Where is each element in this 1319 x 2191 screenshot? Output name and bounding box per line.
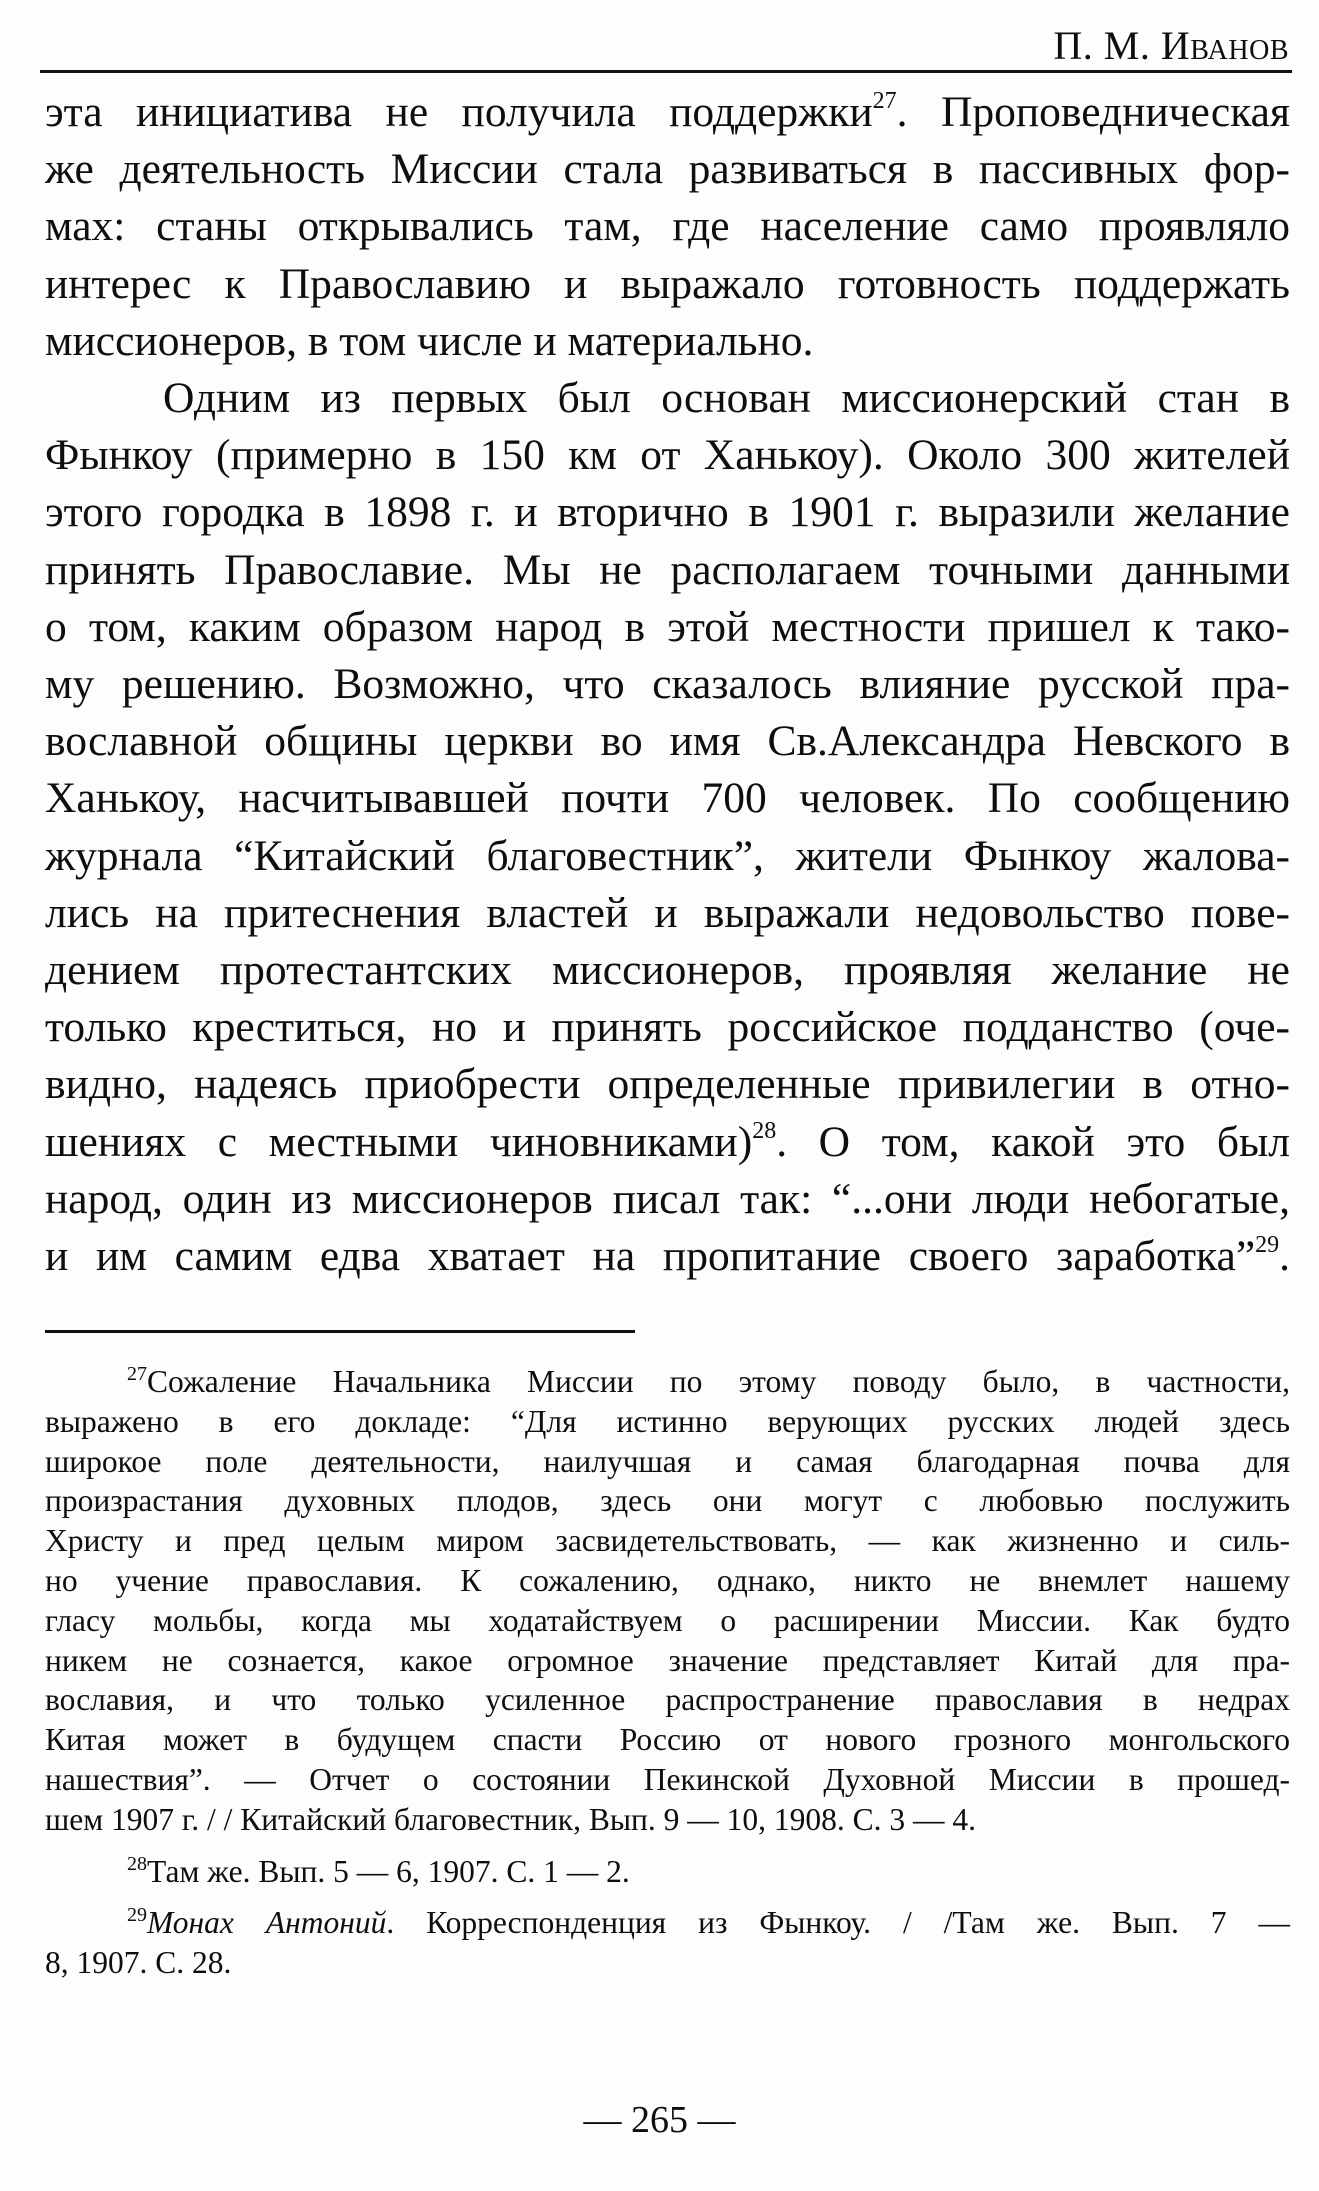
footnote-28 (45, 1852, 1290, 1892)
footnote-line: широкое поле деятельности, наилучшая и самая благодарная почва для (45, 1443, 1290, 1479)
text-line: же деятельность Миссии стала развиваться в пассивных фор- (45, 145, 1290, 194)
text-line: Фынкоу (примерно в 150 км от Ханькоу). Около 300 жителей (45, 431, 1290, 480)
page-number: — 265 — (583, 2099, 736, 2141)
text-line: вославной общины церкви во имя Св.Александра Невского в (45, 717, 1290, 766)
text-line: миссионеров, в том числе и материально. (45, 316, 814, 365)
footnote-line (45, 1362, 1290, 1402)
footnote-line: 8, 1907. С. 28. (45, 1945, 232, 1981)
footnote-line: нашествия”. — Отчет о состоянии Пекинской Духовной Миссии в прошед- (45, 1761, 1290, 1797)
text-line: дением протестантских миссионеров, проявляя желание не (45, 946, 1290, 995)
footnote-line: выражено в его докладе: “Для истинно верующих русских людей здесь (45, 1403, 1290, 1439)
main-text (45, 84, 1290, 1285)
text-line: видно, надеясь приобрести определенные привилегии в отно- (45, 1060, 1290, 1109)
paragraph-2 (45, 370, 1290, 1285)
footnote-marker: 27 (127, 1363, 147, 1385)
text-span: Сожаление Начальника Миссии по этому поводу было, в частности, (147, 1364, 1290, 1399)
footnote-line: никем не сознается, какое огромное значение представляет Китай для пра- (45, 1642, 1290, 1678)
text-line (45, 1228, 1290, 1285)
footnote-line: произрастания духовных плодов, здесь они могут с любовью послужить (45, 1483, 1290, 1519)
footnote-ref-28: 28 (752, 1117, 777, 1144)
text-line: принять Православие. Мы не располагаем точными данными (45, 545, 1290, 594)
footnote-27 (45, 1362, 1290, 1840)
footnote-line: вославия, и что только усиленное распространение православия в недрах (45, 1682, 1290, 1718)
text-span: . О том, какой это был (776, 1117, 1290, 1166)
text-line: этого городка в 1898 г. и вторично в 1901 г. выразили желание (45, 488, 1290, 537)
footnote-author: Монах Антоний (147, 1905, 387, 1941)
text-line (45, 1114, 1290, 1171)
footnote-line: но учение православия. К сожалению, однако, никто не внемлет нашему (45, 1562, 1290, 1598)
text-line: о том, каким образом народ в этой местности пришел к тако- (45, 602, 1290, 651)
footnote-marker: 28 (127, 1852, 147, 1875)
text-line: лись на притеснения властей и выражали недовольство пове- (45, 888, 1290, 937)
text-line (45, 84, 1290, 141)
text-span: эта инициатива не получила поддержки (45, 88, 873, 136)
text-line: Ханькоу, насчитывавшей почти 700 человек. По сообщению (45, 774, 1290, 823)
text-span: Там же. Вып. 5 — 6, 1907. С. 1 — 2. (147, 1853, 630, 1889)
text-line: му решению. Возможно, что сказалось влияние русской пра- (45, 660, 1290, 709)
footnote-line (45, 1852, 1290, 1892)
text-span: . (1279, 1232, 1290, 1281)
footnote-29 (45, 1903, 1290, 1983)
footnote-line: гласу мольбы, когда мы ходатайствуем о расширении Миссии. Как будто (45, 1602, 1290, 1638)
header-rule (40, 70, 1292, 73)
running-head: П. М. Иванов (1053, 23, 1289, 68)
text-line: только креститься, но и принять российское подданство (оче- (45, 1003, 1290, 1052)
footnote-line: Христу и пред целым миром засвидетельствовать, — как жизненно и силь- (45, 1523, 1290, 1559)
text-line: журнала “Китайский благовестник”, жители Фынкоу жалова- (45, 831, 1290, 880)
text-line: мах: станы открывались там, где население само проявляло (45, 202, 1290, 251)
text-span: и им самим едва хватает на пропитание своего заработка” (45, 1232, 1256, 1281)
text-span: . Проповедническая (896, 88, 1290, 136)
text-span: шениях с местными чиновниками) (45, 1117, 753, 1166)
footnote-rule (45, 1330, 635, 1333)
footnote-marker: 29 (127, 1904, 147, 1927)
footnote-line: Китая может в будущем спасти Россию от нового грозного монгольского (45, 1722, 1290, 1758)
footnote-line (45, 1903, 1290, 1943)
footnote-line: шем 1907 г. / / Китайский благовестник, Вып. 9 — 10, 1908. С. 3 — 4. (45, 1801, 976, 1837)
text-line: Одним из первых был основан миссионерский стан в (163, 374, 1290, 423)
text-line: народ, один из миссионеров писал так: “...они люди небогатые, (45, 1174, 1290, 1223)
footnotes (45, 1362, 1290, 1983)
paragraph-1 (45, 84, 1290, 370)
footnote-ref-29: 29 (1255, 1232, 1280, 1259)
text-line: интерес к Православию и выражало готовность поддержать (45, 259, 1290, 308)
text-span: . Корреспонденция из Фынкоу. / /Там же. Вып. 7 — (386, 1905, 1290, 1941)
footnote-ref-27: 27 (872, 88, 897, 114)
